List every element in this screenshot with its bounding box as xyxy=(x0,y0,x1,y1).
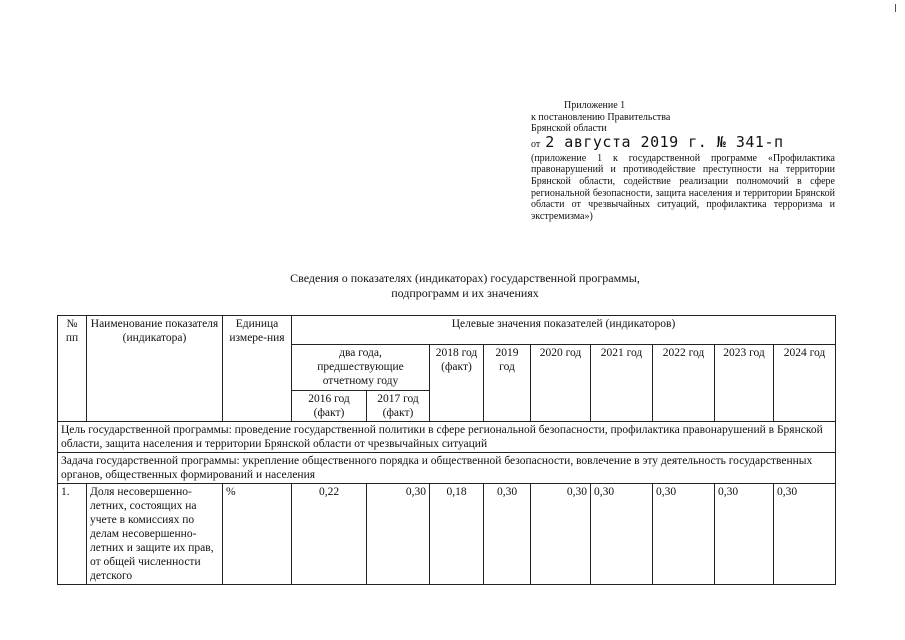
value-2016: 0,22 xyxy=(292,484,367,585)
value-2017: 0,30 xyxy=(367,484,430,585)
appendix-header xyxy=(531,100,835,222)
task-row xyxy=(58,453,836,484)
value-2024: 0,30 xyxy=(774,484,836,585)
appendix-note: (приложение 1 к государственной программе «Профилактика правонарушений и противодействие преступности на территории Брянской области, содействие реализации полномочий в сфере региональной безопасности, защита населения и территории Брянской области от чрезвычайных ситуаций, профилактика терроризма и экстремизма») xyxy=(531,152,835,222)
indicators-table xyxy=(57,315,836,585)
table-row xyxy=(58,484,836,585)
row-unit: % xyxy=(223,484,292,585)
header-2021: 2021 год xyxy=(591,345,653,422)
document-title xyxy=(250,271,680,300)
value-2021: 0,30 xyxy=(591,484,653,585)
appendix-ot: от xyxy=(531,138,541,150)
header-row-1 xyxy=(58,316,836,345)
goal-row xyxy=(58,422,836,453)
value-2019: 0,30 xyxy=(484,484,531,585)
handwritten-date: 2 августа 2019 г. № 341-п xyxy=(545,132,784,151)
title-line-1: Сведения о показателях (индикаторах) государственной программы, xyxy=(290,271,640,285)
header-name: Наименование показателя (индикатора) xyxy=(87,316,223,422)
appendix-date-line xyxy=(531,132,835,152)
goal-row-text: Цель государственной программы: проведение государственной политики в сфере региональной безопасности, профилактика правонарушений в Брянской области, защита населения и территории Брянской области от чрезвычайных ситуаций xyxy=(58,422,836,453)
header-2018: 2018 год (факт) xyxy=(430,345,484,422)
title-line-2: подпрограмм и их значениях xyxy=(391,285,539,300)
header-2024: 2024 год xyxy=(774,345,836,422)
row-name: Доля несовершенно-летних, состоящих на учете в комиссиях по делам несовершенно-летних и защите их прав, от общей численности детского xyxy=(87,484,223,585)
row-num: 1. xyxy=(58,484,87,585)
header-2017: 2017 год (факт) xyxy=(367,391,430,422)
value-2022: 0,30 xyxy=(653,484,715,585)
header-2019: 2019 год xyxy=(484,345,531,422)
appendix-line-1: Приложение 1 xyxy=(564,100,626,111)
header-2023: 2023 год xyxy=(715,345,774,422)
value-2020: 0,30 xyxy=(531,484,591,585)
header-2022: 2022 год xyxy=(653,345,715,422)
appendix-line-2: к постановлению Правительства xyxy=(531,111,671,123)
appendix-line-3: Брянской области xyxy=(531,123,607,135)
header-target: Целевые значения показателей (индикаторов) xyxy=(292,316,836,345)
header-2020: 2020 год xyxy=(531,345,591,422)
task-row-text: Задача государственной программы: укрепление общественного порядка и общественной безопасности, вовлечение в эту деятельность государственных органов, общественных формирований и населения xyxy=(58,453,836,484)
header-2016: 2016 год (факт) xyxy=(292,391,367,422)
scan-corner-mark xyxy=(895,4,896,12)
header-num: № пп xyxy=(58,316,87,422)
header-unit: Единица измере-ния xyxy=(223,316,292,422)
value-2023: 0,30 xyxy=(715,484,774,585)
header-prev-two-years: два года, предшествующие отчетному году xyxy=(292,345,430,391)
value-2018: 0,18 xyxy=(430,484,484,585)
